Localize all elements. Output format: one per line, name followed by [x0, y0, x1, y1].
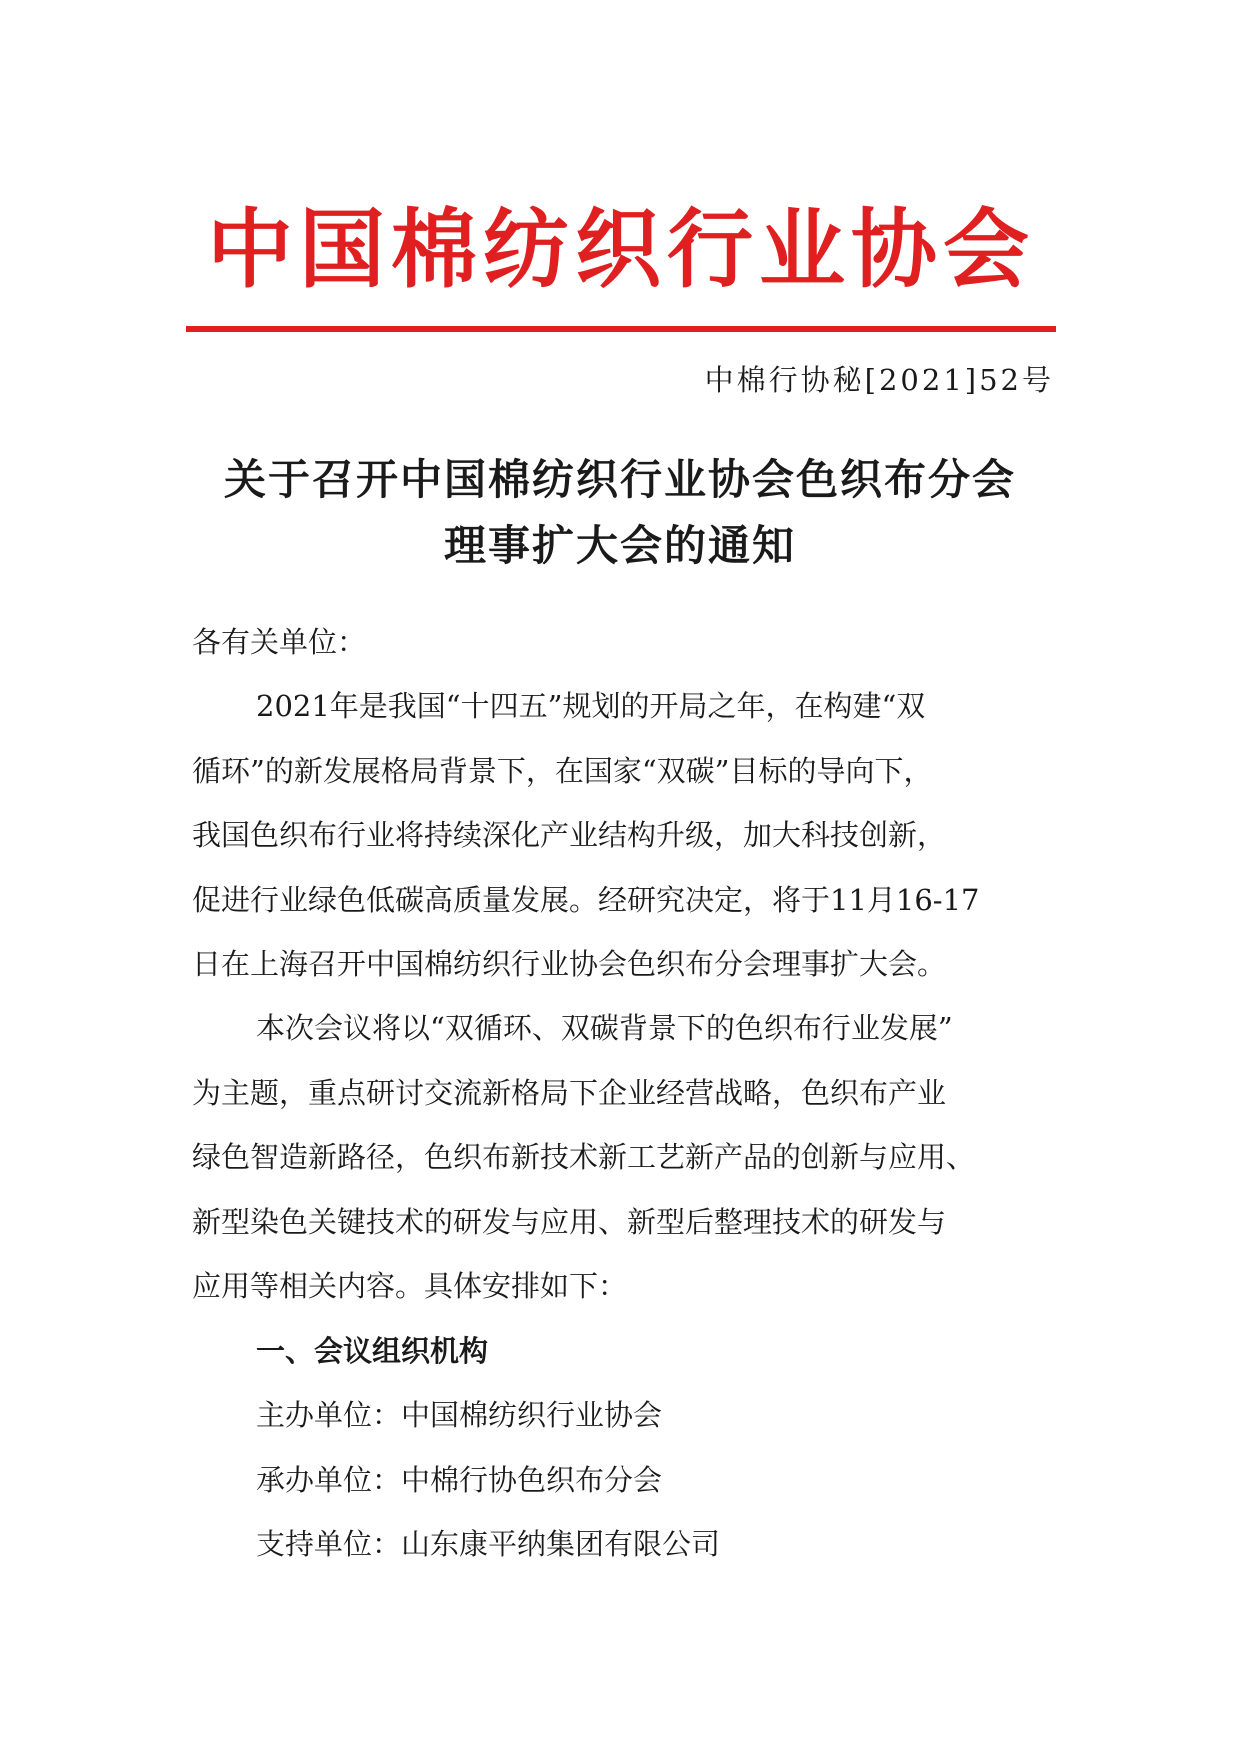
body-line: 日在上海召开中国棉纺织行业协会色织布分会理事扩大会。 [192, 947, 947, 981]
letterhead-red-rule [186, 326, 1056, 332]
body-line: 本次会议将以“双循环、双碳背景下的色织布行业发展” [256, 1011, 953, 1045]
document-title-line-1: 关于召开中国棉纺织行业协会色织布分会 [223, 455, 1016, 504]
body-line: 促进行业绿色低碳高质量发展。经研究决定，将于11月16-17 [192, 883, 980, 917]
body-line: 2021年是我国“十四五”规划的开局之年，在构建“双 [256, 689, 926, 723]
document-number: 中棉行协秘[2021]52号 [704, 363, 1054, 397]
body-line: 应用等相关内容。具体安排如下： [192, 1269, 628, 1303]
supporter-unit: 支持单位：山东康平纳集团有限公司 [256, 1527, 721, 1561]
section-heading-organization: 一、会议组织机构 [256, 1334, 489, 1368]
organizer-unit: 承办单位：中棉行协色织布分会 [256, 1463, 663, 1497]
host-unit: 主办单位：中国棉纺织行业协会 [256, 1398, 663, 1432]
body-line: 循环”的新发展格局背景下，在国家“双碳”目标的导向下， [192, 754, 933, 788]
document-title-line-2: 理事扩大会的通知 [443, 521, 796, 570]
body-line: 为主题，重点研讨交流新格局下企业经营战略，色织布产业 [192, 1076, 947, 1110]
letterhead-org-name: 中国棉纺织行业协会 [207, 200, 1035, 300]
body-line: 绿色智造新路径，色织布新技术新工艺新产品的创新与应用、 [192, 1140, 976, 1174]
salutation: 各有关单位： [192, 625, 367, 659]
body-line: 新型染色关键技术的研发与应用、新型后整理技术的研发与 [192, 1205, 947, 1239]
body-line: 我国色织布行业将持续深化产业结构升级，加大科技创新， [192, 818, 947, 852]
